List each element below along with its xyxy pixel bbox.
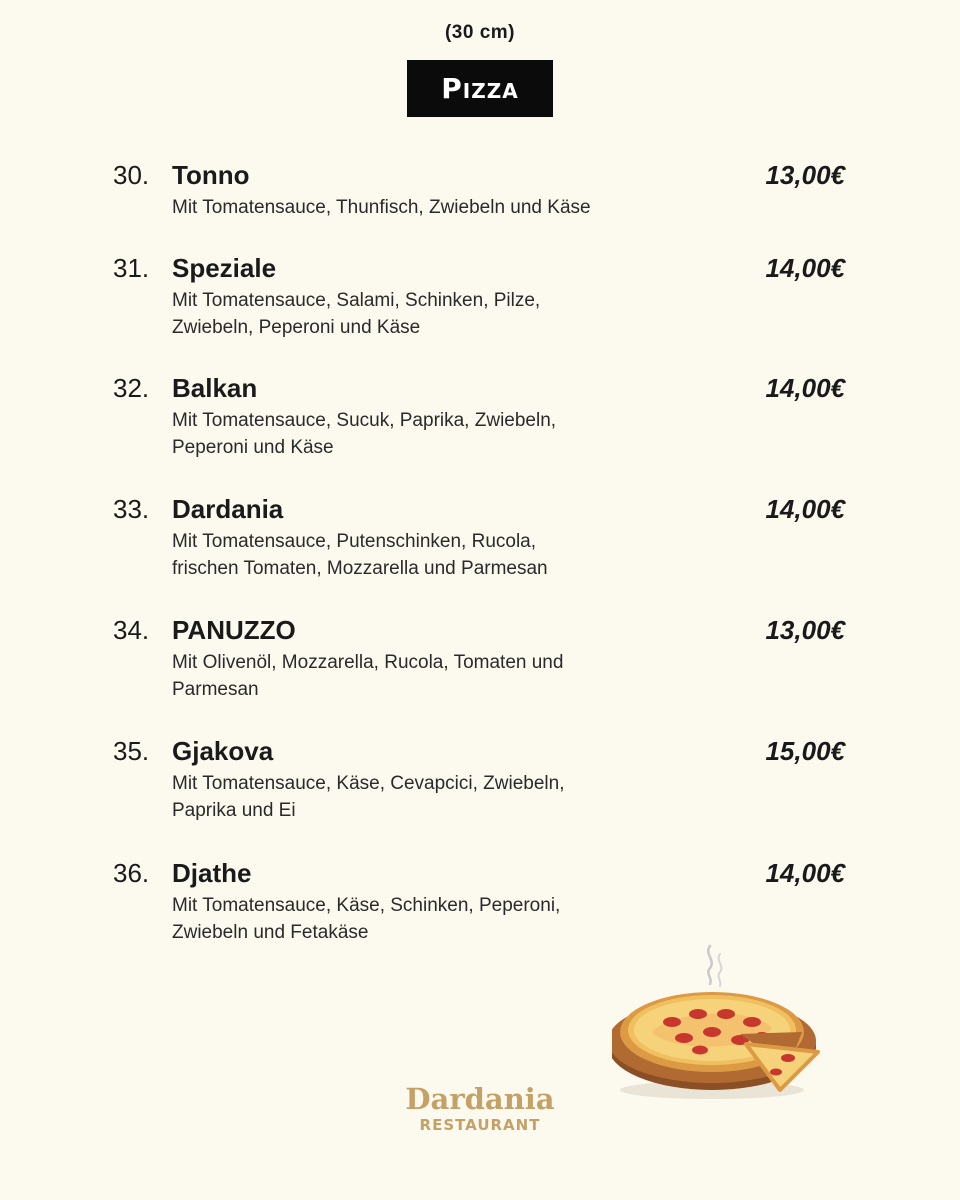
item-description: Mit Olivenöl, Mozzarella, Rucola, Tomaten und Parmesan <box>172 652 564 700</box>
item-price: 14,00€ <box>765 373 845 403</box>
restaurant-logo <box>380 1082 580 1134</box>
item-price: 15,00€ <box>765 736 845 766</box>
pizza-size-note: (30 cm) <box>444 22 516 43</box>
item-description: Mit Tomatensauce, Salami, Schinken, Pilze, Zwiebeln, Peperoni und Käse <box>172 290 541 338</box>
item-description: Mit Tomatensauce, Putenschinken, Rucola, frischen Tomaten, Mozzarella und Parmesan <box>172 531 548 579</box>
item-price: 13,00€ <box>765 160 845 190</box>
item-number: 32. <box>113 373 150 403</box>
item-description: Mit Tomatensauce, Thunfisch, Zwiebeln und Käse <box>172 197 591 218</box>
pizza-illustration-icon <box>612 940 838 1100</box>
item-number: 34. <box>113 615 150 645</box>
item-number: 31. <box>113 253 150 283</box>
section-title: Pizza <box>407 60 553 117</box>
item-name: Gjakova <box>172 736 274 766</box>
item-description: Mit Tomatensauce, Käse, Cevapcici, Zwiebeln, Paprika und Ei <box>172 773 565 821</box>
item-name: Balkan <box>172 373 258 403</box>
item-description: Mit Tomatensauce, Käse, Schinken, Peperoni, Zwiebeln und Fetakäse <box>172 895 561 943</box>
item-price: 14,00€ <box>765 253 845 283</box>
item-price: 13,00€ <box>765 615 845 645</box>
item-number: 30. <box>113 160 150 190</box>
item-name: Dardania <box>172 494 284 524</box>
item-number: 36. <box>113 858 150 888</box>
item-price: 14,00€ <box>765 494 845 524</box>
item-name: Djathe <box>172 858 252 888</box>
logo-subtitle: RESTAURANT <box>419 1116 541 1134</box>
item-name: Tonno <box>172 160 250 190</box>
item-description: Mit Tomatensauce, Sucuk, Paprika, Zwiebeln, Peperoni und Käse <box>172 410 557 458</box>
item-price: 14,00€ <box>765 858 845 888</box>
item-name: PANUZZO <box>172 615 296 645</box>
logo-name: Dardania <box>405 1082 555 1116</box>
item-name: Speziale <box>172 253 277 283</box>
item-number: 35. <box>113 736 150 766</box>
item-number: 33. <box>113 494 150 524</box>
